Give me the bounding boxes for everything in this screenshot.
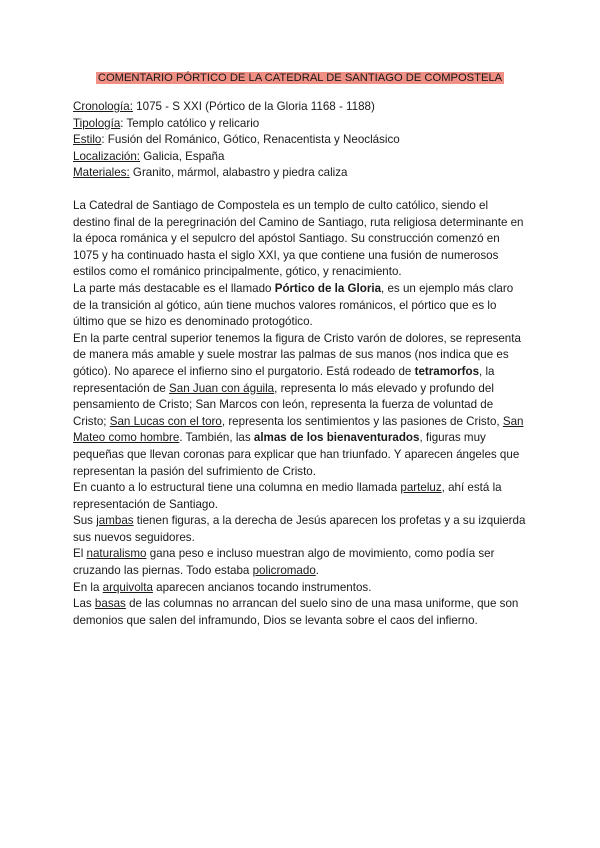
text-run: gana peso e incluso muestran algo de movimiento, como podía ser cruzando las piernas. Todo estaba [73,547,495,578]
underlined-text: arquivolta [102,580,153,594]
text-run: , figuras muy pequeñas que llevan coronas para explicar que han triunfado. Y aparecen ángeles que representan la pasión del sufrimiento de Cristo. [73,431,520,478]
underlined-text: naturalismo [86,547,147,561]
meta-label: Localización: [73,149,141,163]
meta-tipologia [73,116,533,133]
text-run: En la parte central superior tenemos la figura de Cristo varón de dolores, se representa de manera más amable y suele mostrar las palmas de sus manos (nos indica que es gótico). No aparece el infierno sino el purgatorio. Está rodeado de [73,331,521,378]
meta-materiales [73,165,533,182]
text-run: El [73,547,87,561]
underlined-text: San Lucas con el toro [109,414,222,428]
document-body [73,198,527,629]
paragraph-jambas [73,513,527,546]
text-run: En la [73,580,103,594]
meta-value: Galicia, España [140,149,225,163]
paragraph-basas [73,596,527,629]
metadata-block [73,99,533,182]
text-run: tienen figuras, a la derecha de Jesús aparecen los profetas y a su izquierda sus nuevos seguidores. [73,514,526,544]
meta-label: Tipología [73,116,121,130]
meta-value: 1075 - S XXI (Pórtico de la Gloria 1168 - 1188) [132,100,375,113]
meta-estilo [73,132,533,149]
meta-label: Materiales: [73,166,130,180]
text-run: , ahí está la representación de Santiago. [73,481,502,511]
paragraph-arquivolta [73,580,527,597]
underlined-text: parteluz [400,481,442,495]
paragraph-cristo [73,331,527,480]
underlined-text: jambas [96,514,134,528]
text-run: de las columnas no arrancan del suelo sino de una masa uniforme, que son demonios que salen del inframundo, Dios se levanta sobre el caos del infierno. [73,597,519,627]
text-run: Las [73,597,95,611]
meta-value: Granito, mármol, alabastro y piedra caliza [129,166,348,180]
bold-text: tetramorfos [414,364,480,378]
underlined-text: basas [94,597,126,611]
underlined-text: San Mateo como hombre [73,414,524,445]
text-run: En cuanto a lo estructural tiene una columna en medio llamada [73,481,401,495]
meta-value: : Templo católico y relicario [120,116,260,130]
paragraph-parteluz [73,480,527,513]
text-run: La parte más destacable es el llamado [73,281,275,295]
text-run: , la representación de [73,364,495,395]
meta-label: Estilo [73,133,102,147]
bold-text: Pórtico de la Gloria [274,281,382,295]
text-run: . [315,564,319,578]
text-run: aparecen ancianos tocando instrumentos. [152,580,372,594]
paragraph-intro: La Catedral de Santiago de Compostela es un templo de culto católico, siendo el destino final de la peregrinación del Camino de Santiago, ruta religiosa determinante en la época románica y el sepulcro del apóstol Santiago. Su construcción comenzó en 1075 y ha continuado hasta el siglo XXI, ya que contiene una fusión de numerosos estilos como el románico principalmente, gótico, y renacimiento. [73,199,524,279]
paragraph-naturalismo [73,546,527,579]
bold-text: almas de los bienaventurados [253,431,420,445]
text-run: . También, las [179,431,254,445]
paragraph-portico [73,281,527,331]
meta-localizacion [73,149,533,166]
underlined-text: San Juan con águila [169,381,275,395]
text-run: , es un ejemplo más claro de la transición al gótico, aún tiene muchos valores románicos, el pórtico que es lo último que se hizo es denominado protogótico. [73,281,514,329]
text-run: Sus [73,514,97,528]
meta-label: Cronología: [73,100,133,113]
meta-cronologia [73,99,533,116]
underlined-text: policromado [252,564,316,578]
document-title [0,71,600,85]
text-run: , representa lo más elevado y profundo del pensamiento de Cristo; San Marcos con león, representa la fuerza de voluntad de Cristo; [73,381,494,428]
meta-value: : Fusión del Románico, Gótico, Renacentista y Neoclásico [101,133,400,147]
text-run: , representa los sentimientos y las pasiones de Cristo, [221,414,503,428]
title-highlight: COMENTARIO PÓRTICO DE LA CATEDRAL DE SANTIAGO DE COMPOSTELA [97,72,503,84]
